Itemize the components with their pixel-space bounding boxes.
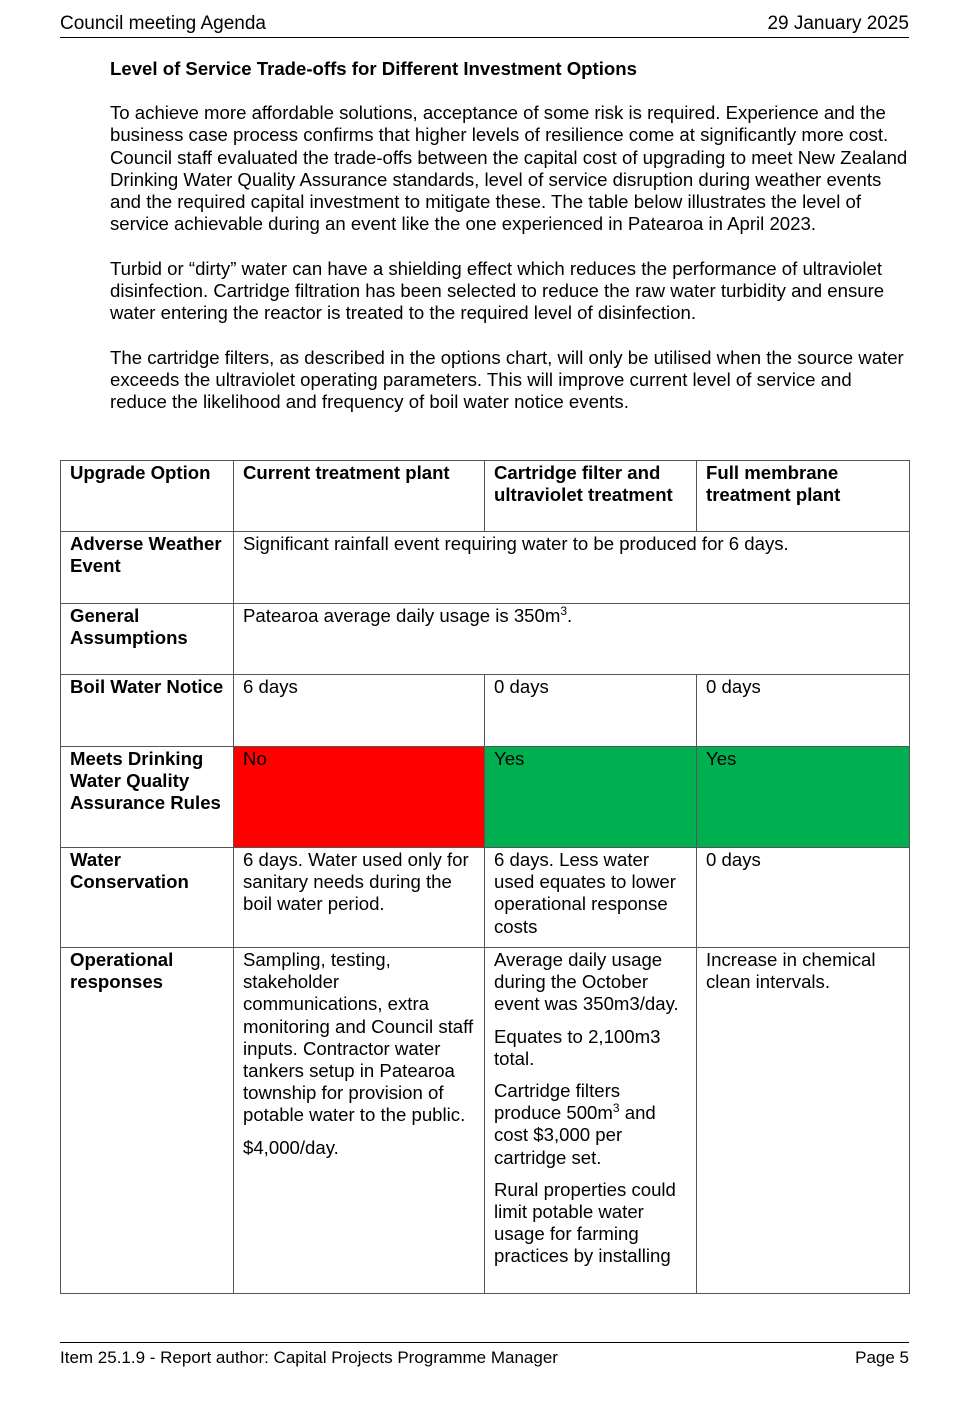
filters-superscript: 3 bbox=[612, 1101, 620, 1116]
boil-water-current: 6 days bbox=[234, 675, 485, 747]
header-cartridge-uv: Cartridge filter and ultraviolet treatment bbox=[485, 461, 697, 532]
cubic-superscript: 3 bbox=[560, 603, 568, 618]
operational-label: Operational responses bbox=[70, 949, 174, 993]
operational-current-content bbox=[243, 949, 476, 1289]
boil-water-membrane: 0 days bbox=[697, 675, 910, 747]
row-label-dwqar: Meets Drinking Water Quality Assurance Rules bbox=[61, 747, 234, 848]
operational-membrane-content: Increase in chemical clean intervals. bbox=[706, 949, 876, 993]
conservation-cartridge: 6 days. Less water used equates to lower operational response costs bbox=[485, 848, 697, 948]
table-row bbox=[61, 747, 910, 848]
operational-cartridge-rural: Rural properties could limit potable water usage for farming practices by installing bbox=[494, 1178, 676, 1267]
operational-cartridge-content bbox=[494, 949, 688, 1289]
conservation-current: 6 days. Water used only for sanitary needs during the boil water period. bbox=[234, 848, 485, 948]
filters-cost: and cost $3,000 per cartridge set. bbox=[494, 1102, 656, 1168]
table-row bbox=[61, 848, 910, 948]
operational-cartridge-usage: Average daily usage during the October event was 350m3/day. bbox=[494, 949, 679, 1015]
header-current-plant: Current treatment plant bbox=[234, 461, 485, 532]
page-footer bbox=[60, 1342, 909, 1367]
adverse-weather-text: Significant rainfall event requiring water to be produced for 6 days. bbox=[234, 532, 910, 604]
row-label-boil-water: Boil Water Notice bbox=[61, 675, 234, 747]
dwqar-current-status: No bbox=[234, 747, 485, 848]
trade-off-table bbox=[60, 460, 910, 1294]
section-body bbox=[110, 58, 910, 436]
operational-current bbox=[234, 948, 485, 1294]
table-row bbox=[61, 675, 910, 747]
paragraph-turbidity: Turbid or “dirty” water can have a shielding effect which reduces the performance of ultraviolet disinfection. Cartridge filtration has been selected to reduce the raw water turbidity and ensure water entering the reactor is treated to the required level of disinfection. bbox=[110, 257, 885, 324]
header-date: 29 January 2025 bbox=[767, 13, 909, 34]
assumption-usage: Patearoa average daily usage is 350m bbox=[243, 605, 561, 626]
header-membrane-plant: Full membrane treatment plant bbox=[697, 461, 910, 532]
table-row bbox=[61, 532, 910, 604]
row-label-operational bbox=[61, 948, 234, 1294]
paragraph-cartridge: The cartridge filters, as described in the options chart, will only be utilised when the source water exceeds the ultraviolet operating parameters. This will improve current level of service and reduce the likelihood and frequency of boil water notice events. bbox=[110, 347, 904, 413]
table-row bbox=[61, 948, 910, 1294]
assumption-end: . bbox=[567, 605, 573, 626]
operational-cartridge-total: Equates to 2,100m3 total. bbox=[494, 1025, 661, 1069]
page-header bbox=[60, 10, 909, 38]
section-heading: Level of Service Trade-offs for Different Investment Options bbox=[110, 58, 637, 79]
boil-water-cartridge: 0 days bbox=[485, 675, 697, 747]
header-upgrade-option: Upgrade Option bbox=[61, 461, 234, 532]
footer-page-number: Page 5 bbox=[855, 1348, 909, 1367]
row-label-conservation: Water Conservation bbox=[61, 848, 234, 948]
operational-current-text: Sampling, testing, stakeholder communications, extra monitoring and Council staff inputs. Contractor water tankers setup in Patearoa township for provision of potable water to the public. bbox=[243, 949, 474, 1126]
table-row bbox=[61, 604, 910, 675]
operational-cartridge-filters bbox=[494, 1080, 688, 1169]
footer-item: Item 25.1.9 - Report author: Capital Projects Programme Manager bbox=[60, 1348, 558, 1367]
dwqar-cartridge-status: Yes bbox=[485, 747, 697, 848]
operational-cartridge bbox=[485, 948, 697, 1294]
row-label-general-assumptions: General Assumptions bbox=[61, 604, 234, 675]
header-title: Council meeting Agenda bbox=[60, 13, 266, 34]
table-header-row bbox=[61, 461, 910, 532]
dwqar-membrane-status: Yes bbox=[697, 747, 910, 848]
paragraph-intro: To achieve more affordable solutions, acceptance of some risk is required. Experience and the business case process confirms that higher levels of resilience come at significantly more cost. Council staff evaluated the trade-offs between the capital cost of upgrading to meet New Zealand Drinking Water Quality Assurance standards, level of service disruption during weather events and the required capital investment to mitigate these. The table below illustrates the level of service achievable during an event like the one experienced in Patearoa in April 2023. bbox=[110, 102, 908, 235]
filters-output: Cartridge filters produce 500m bbox=[494, 1080, 621, 1124]
operational-current-cost: $4,000/day. bbox=[243, 1136, 339, 1158]
conservation-membrane: 0 days bbox=[697, 848, 910, 948]
general-assumptions-text bbox=[234, 604, 910, 675]
row-label-adverse-weather: Adverse Weather Event bbox=[61, 532, 234, 604]
operational-membrane bbox=[697, 948, 910, 1294]
